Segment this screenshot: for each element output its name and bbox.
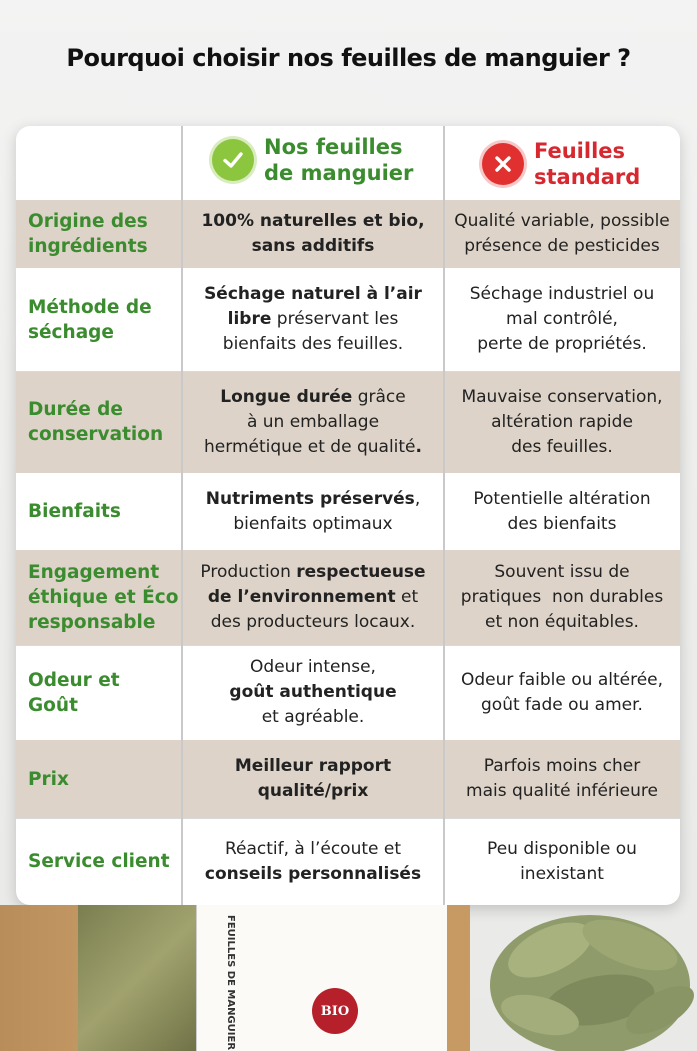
column-header-standard	[482, 138, 640, 190]
column-header-ours	[212, 134, 413, 186]
row-divider	[16, 818, 680, 819]
our-value: 100% naturelles et bio, sans additifs	[201, 211, 425, 256]
column-divider	[181, 126, 183, 905]
bio-badge: BIO	[312, 988, 358, 1034]
standard-value: Odeur faible ou altérée, goût fade ou amer.	[460, 669, 664, 715]
table-row	[16, 371, 680, 473]
row-label: Durée de conservation	[28, 399, 164, 445]
bag-window-leaves	[78, 905, 198, 1051]
standard-value: Potentielle altération des bienfaits	[473, 488, 651, 534]
table-row	[16, 473, 680, 550]
row-label: Origine des ingrédients	[28, 211, 148, 257]
row-label: Odeur et Goût	[28, 669, 120, 716]
row-label: Prix	[28, 768, 69, 790]
standard-value: Séchage industriel ou mal contrôlé, perte de propriétés.	[469, 284, 655, 354]
row-divider	[16, 371, 680, 372]
column-header-standard-line1: Feuilles	[534, 139, 626, 163]
table-row	[16, 645, 680, 740]
column-header-ours-line2: de manguier	[264, 161, 414, 185]
comparison-table	[16, 126, 680, 905]
column-header-ours-line1: Nos feuilles	[264, 135, 403, 159]
standard-value: Qualité variable, possible présence de pesticides	[454, 211, 670, 256]
our-value: Réactif, à l’écoute et conseils personnalisés	[204, 838, 422, 884]
page-title: Pourquoi choisir nos feuilles de manguier ?	[66, 44, 631, 72]
table-row	[16, 268, 680, 371]
standard-value: Parfois moins cher mais qualité inférieure	[466, 756, 658, 801]
row-divider	[16, 645, 680, 646]
table-row	[16, 740, 680, 818]
cross-icon	[482, 143, 524, 185]
our-value: Nutriments préservés, bienfaits optimaux	[205, 488, 421, 534]
row-label: Bienfaits	[28, 501, 121, 522]
dried-leaves-image	[490, 890, 697, 1051]
our-value: Production respectueuse de l’environnement et des producteurs locaux.	[200, 562, 426, 632]
check-icon	[212, 139, 254, 181]
our-value: Longue durée grâce à un emballage hermétique et de qualité.	[204, 386, 422, 457]
row-label: Engagement éthique et Éco responsable	[28, 562, 179, 633]
standard-value: Mauvaise conservation, altération rapide des feuilles.	[461, 386, 663, 457]
column-header-standard-line2: standard	[534, 165, 641, 189]
standard-value: Peu disponible ou inexistant	[487, 838, 637, 884]
table-row	[16, 550, 680, 645]
column-divider	[443, 126, 445, 905]
our-value: Séchage naturel à l’air libre préservant les bienfaits des feuilles.	[204, 284, 422, 354]
row-label: Méthode de séchage	[28, 296, 152, 343]
our-value: Meilleur rapport qualité/prix	[234, 756, 392, 801]
table-row	[16, 200, 680, 268]
row-label: Service client	[28, 851, 170, 872]
product-label-title: FEUILLES DE MANGUIER	[225, 915, 236, 1051]
standard-value: Souvent issu de pratiques non durables et non équitables.	[460, 562, 664, 632]
our-value: Odeur intense, goût authentique et agréable.	[229, 657, 397, 727]
